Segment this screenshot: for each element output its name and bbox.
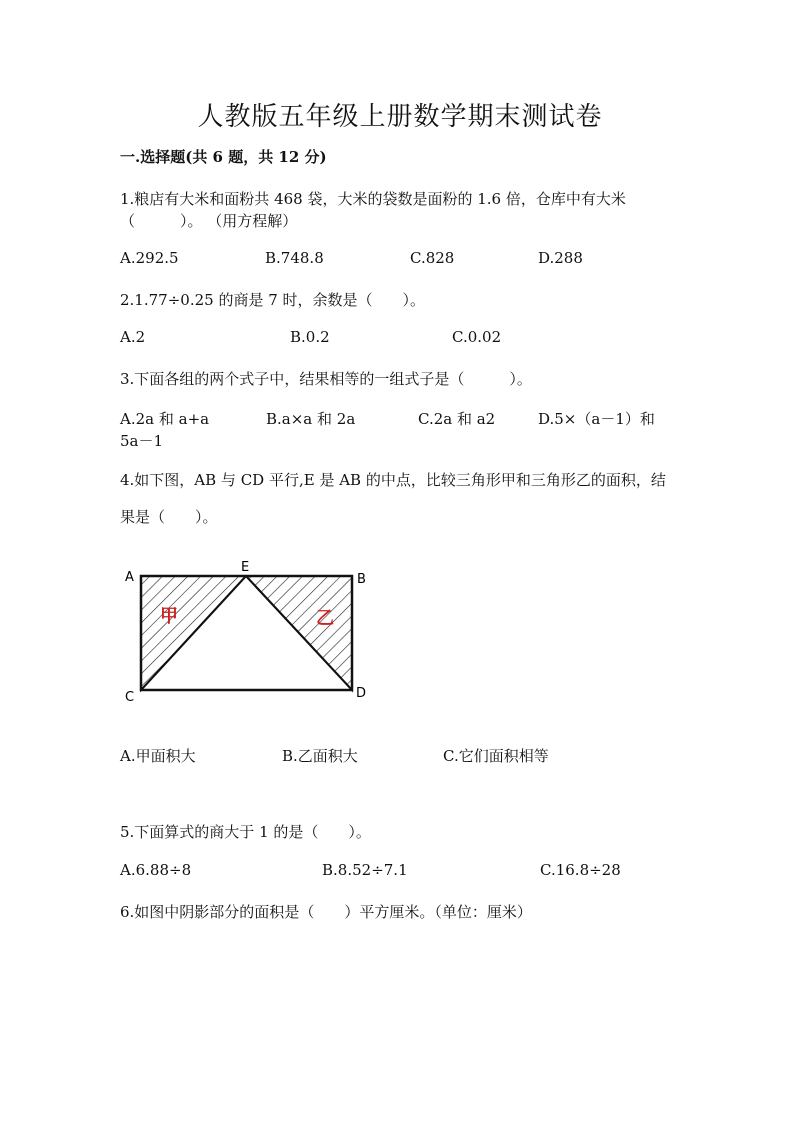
label-d: D (356, 686, 367, 701)
label-b: B (357, 572, 366, 587)
question-2-option-b[interactable]: B.0.2 (290, 328, 330, 346)
label-e: E (241, 560, 250, 575)
question-4-option-b[interactable]: B.乙面积大 (282, 747, 358, 765)
question-5-option-b[interactable]: B.8.52÷7.1 (322, 861, 408, 879)
question-3-option-c[interactable]: C.2a 和 a2 (418, 410, 496, 428)
label-yi: 乙 (316, 608, 334, 629)
section-heading: 一.选择题(共 6 题，共 12 分) (120, 148, 327, 166)
question-4-option-a[interactable]: A.甲面积大 (120, 747, 196, 765)
triangle-figure (120, 552, 380, 712)
label-a: A (125, 570, 134, 585)
question-1-line-2: （ ）。 （用方程解） (120, 212, 298, 230)
question-4-option-c[interactable]: C.它们面积相等 (443, 747, 549, 765)
question-1-option-d[interactable]: D.288 (538, 249, 583, 267)
question-3-text: 3.下面各组的两个式子中，结果相等的一组式子是（ ）。 (120, 370, 532, 388)
question-2-option-a[interactable]: A.2 (120, 328, 146, 346)
label-c: C (125, 690, 135, 705)
question-3-option-d-continued: 5a－1 (120, 432, 164, 450)
question-2-option-c[interactable]: C.0.02 (452, 328, 502, 346)
question-2-text: 2.1.77÷0.25 的商是 7 时，余数是（ ）。 (120, 291, 426, 309)
question-4-line-2: 果是（ ）。 (120, 508, 218, 526)
question-5-text: 5.下面算式的商大于 1 的是（ ）。 (120, 823, 371, 841)
label-jia: 甲 (160, 606, 178, 627)
question-3-option-b[interactable]: B.a×a 和 2a (266, 410, 356, 428)
question-1-line-1: 1.粮店有大米和面粉共 468 袋，大米的袋数是面粉的 1.6 倍，仓库中有大米 (120, 190, 626, 208)
question-6-text: 6.如图中阴影部分的面积是（ ）平方厘米。（单位：厘米） (120, 903, 532, 921)
question-3-option-a[interactable]: A.2a 和 a+a (120, 410, 210, 428)
page-title: 人教版五年级上册数学期末测试卷 (197, 102, 603, 132)
question-1-option-b[interactable]: B.748.8 (265, 249, 324, 267)
question-4-line-1: 4.如下图，AB 与 CD 平行,E 是 AB 的中点，比较三角形甲和三角形乙的面积，结 (120, 471, 666, 489)
question-1-option-a[interactable]: A.292.5 (120, 249, 179, 267)
question-5-option-c[interactable]: C.16.8÷28 (540, 861, 621, 879)
question-1-option-c[interactable]: C.828 (410, 249, 455, 267)
question-3-option-d[interactable]: D.5×（a－1）和 (538, 410, 655, 428)
question-5-option-a[interactable]: A.6.88÷8 (120, 861, 192, 879)
